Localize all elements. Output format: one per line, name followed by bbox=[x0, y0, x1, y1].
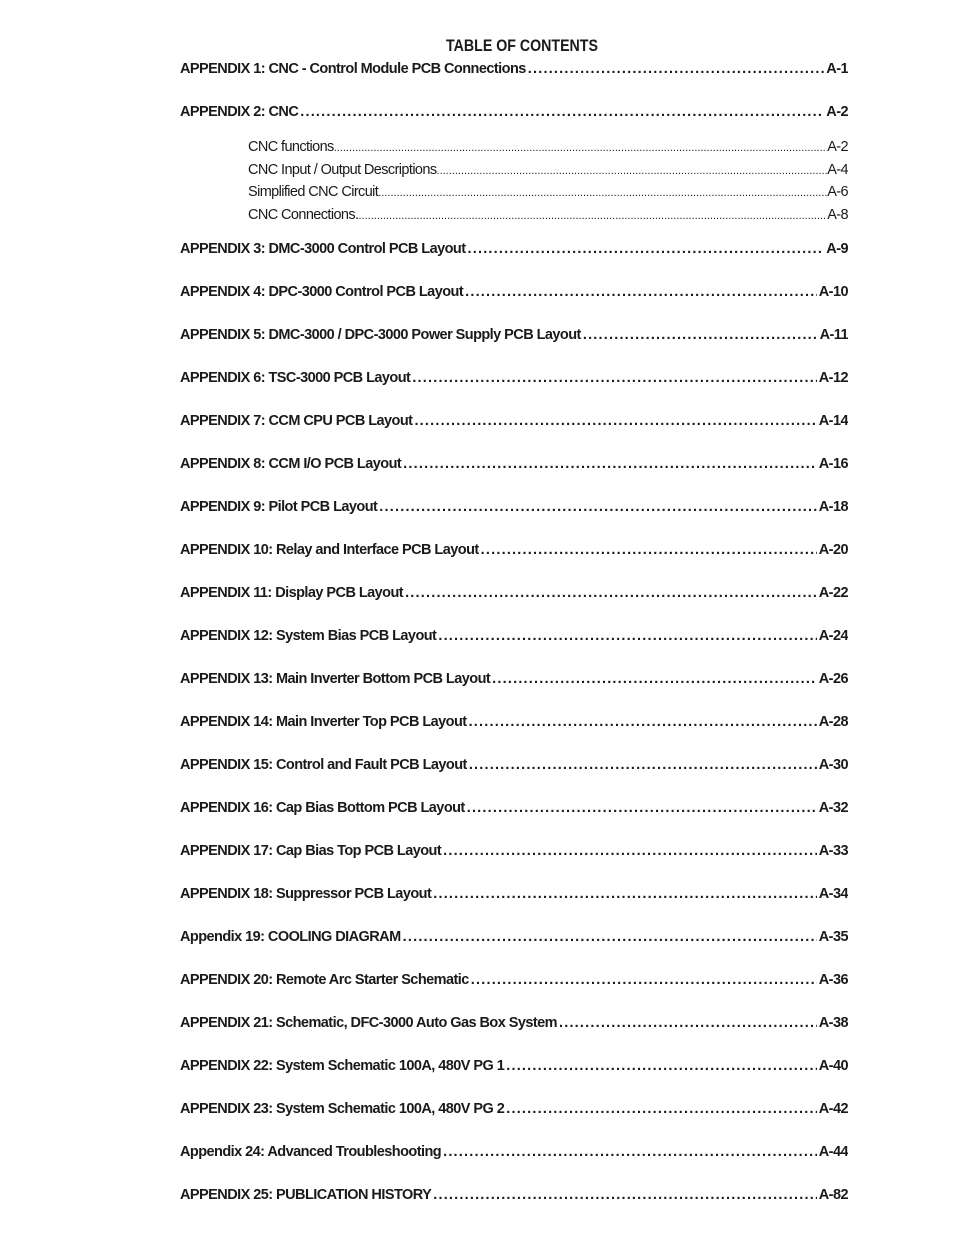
leader-dots bbox=[443, 1141, 817, 1163]
toc-entry-label: APPENDIX 14: Main Inverter Top PCB Layout bbox=[180, 713, 467, 730]
toc-entry-appendix-24[interactable] bbox=[180, 1141, 848, 1163]
leader-dots bbox=[414, 410, 816, 432]
toc-entry-appendix-23[interactable] bbox=[180, 1098, 848, 1120]
toc-subentry-label: CNC Input / Output Descriptions bbox=[248, 161, 437, 178]
toc-entry-label: APPENDIX 18: Suppressor PCB Layout bbox=[180, 885, 432, 902]
leader-dots bbox=[465, 281, 817, 303]
toc-subentry-label: CNC Connections. bbox=[248, 207, 359, 224]
toc-entry-label: APPENDIX 3: DMC-3000 Control PCB Layout bbox=[180, 240, 466, 257]
leader-dots bbox=[469, 711, 817, 733]
toc-entry-appendix-20[interactable] bbox=[180, 969, 848, 991]
leader-dots bbox=[405, 582, 817, 604]
toc-entry-page: A-82 bbox=[818, 1186, 848, 1203]
toc-entry-label: APPENDIX 22: System Schematic 100A, 480V PG 1 bbox=[180, 1057, 505, 1074]
toc-entry-label: APPENDIX 12: System Bias PCB Layout bbox=[180, 627, 437, 644]
toc-subentry-cnc-functions[interactable] bbox=[180, 136, 848, 159]
leader-dots bbox=[412, 367, 816, 389]
toc-entry-appendix-14[interactable] bbox=[180, 711, 848, 733]
toc-subentry-cnc-connections[interactable] bbox=[180, 204, 848, 227]
leader-dots bbox=[403, 926, 817, 948]
leader-dots bbox=[433, 1184, 817, 1206]
toc-entry-label: APPENDIX 6: TSC-3000 PCB Layout bbox=[180, 369, 411, 386]
leader-dots bbox=[433, 883, 817, 905]
toc-entry-label: APPENDIX 2: CNC bbox=[180, 104, 299, 120]
toc-entry-page: A-36 bbox=[818, 971, 848, 988]
leader-dots bbox=[403, 453, 817, 475]
leader-dots bbox=[528, 58, 825, 80]
leader-dots bbox=[506, 1055, 817, 1077]
toc-entry-label: APPENDIX 8: CCM I/O PCB Layout bbox=[180, 455, 402, 472]
toc-entry-appendix-18[interactable] bbox=[180, 883, 848, 905]
toc-entry-label: APPENDIX 1: CNC - Control Module PCB Connections bbox=[180, 61, 526, 77]
toc-entry-appendix-21[interactable] bbox=[180, 1012, 848, 1034]
toc-entry-label: APPENDIX 21: Schematic, DFC-3000 Auto Gas Box System bbox=[180, 1014, 557, 1031]
toc-entry-appendix-9[interactable] bbox=[180, 496, 848, 518]
toc-entry-appendix-3[interactable] bbox=[180, 238, 848, 260]
toc-entry-page: A-32 bbox=[818, 799, 848, 816]
toc-entry-appendix-22[interactable] bbox=[180, 1055, 848, 1077]
toc-entry-page: A-42 bbox=[818, 1100, 848, 1117]
leader-dots bbox=[471, 969, 817, 991]
leader-dots bbox=[559, 1012, 817, 1034]
leader-dots bbox=[437, 160, 828, 182]
toc-entry-appendix-15[interactable] bbox=[180, 754, 848, 776]
leader-dots bbox=[379, 496, 816, 518]
toc-entry-appendix-16[interactable] bbox=[180, 797, 848, 819]
toc-entry-page: A-40 bbox=[818, 1057, 848, 1074]
toc-subentry-simplified-cnc[interactable] bbox=[180, 181, 848, 204]
toc-entry-page: A-24 bbox=[818, 627, 848, 644]
leader-dots bbox=[506, 1098, 817, 1120]
toc-entry-page: A-9 bbox=[826, 240, 848, 257]
toc-entry-page: A-1 bbox=[826, 61, 848, 77]
leader-dots bbox=[358, 205, 827, 227]
leader-dots bbox=[443, 840, 817, 862]
toc-entry-label: Appendix 24: Advanced Troubleshooting bbox=[180, 1143, 442, 1160]
toc-subentry-page: A-4 bbox=[827, 161, 848, 178]
leader-dots bbox=[481, 539, 817, 561]
toc-entry-page: A-22 bbox=[818, 584, 848, 601]
toc-entry-label: APPENDIX 17: Cap Bias Top PCB Layout bbox=[180, 842, 442, 859]
toc-subentry-page: A-8 bbox=[827, 207, 848, 224]
toc-title: TABLE OF CONTENTS bbox=[446, 37, 598, 55]
toc-entry-page: A-10 bbox=[818, 283, 848, 300]
leader-dots bbox=[467, 797, 817, 819]
toc-subentry-label: Simplified CNC Circuit bbox=[248, 184, 379, 201]
toc-entry-label: APPENDIX 5: DMC-3000 / DPC-3000 Power Supply PCB Layout bbox=[180, 326, 581, 343]
toc-entry-appendix-2[interactable] bbox=[180, 101, 848, 123]
toc-entry-label: APPENDIX 20: Remote Arc Starter Schematic bbox=[180, 971, 469, 988]
toc-entry-label: APPENDIX 7: CCM CPU PCB Layout bbox=[180, 412, 413, 429]
toc-entry-label: APPENDIX 10: Relay and Interface PCB Layout bbox=[180, 541, 479, 558]
toc-entry-appendix-7[interactable] bbox=[180, 410, 848, 432]
leader-dots bbox=[492, 668, 817, 690]
leader-dots bbox=[468, 238, 825, 260]
toc-entry-page: A-33 bbox=[818, 842, 848, 859]
toc-entry-label: APPENDIX 11: Display PCB Layout bbox=[180, 584, 404, 601]
leader-dots bbox=[378, 182, 827, 204]
toc-entry-page: A-35 bbox=[818, 928, 848, 945]
toc-subentry-label: CNC functions bbox=[248, 139, 334, 155]
toc-entry-appendix-25[interactable] bbox=[180, 1184, 848, 1206]
toc-entry-page: A-30 bbox=[818, 756, 848, 773]
toc-entry-page: A-11 bbox=[819, 326, 848, 343]
leader-dots bbox=[583, 324, 818, 346]
toc-entry-page: A-20 bbox=[818, 541, 848, 558]
toc-subentry-page: A-2 bbox=[827, 139, 848, 155]
toc-entry-page: A-34 bbox=[818, 885, 848, 902]
toc-entry-appendix-11[interactable] bbox=[180, 582, 848, 604]
toc-entry-appendix-13[interactable] bbox=[180, 668, 848, 690]
toc-entry-page: A-2 bbox=[826, 104, 848, 120]
toc-page bbox=[180, 34, 848, 1206]
toc-entry-label: APPENDIX 9: Pilot PCB Layout bbox=[180, 498, 378, 515]
toc-entry-page: A-18 bbox=[818, 498, 848, 515]
leader-dots bbox=[334, 137, 828, 159]
toc-entry-page: A-16 bbox=[818, 455, 848, 472]
toc-entry-appendix-10[interactable] bbox=[180, 539, 848, 561]
toc-entry-appendix-17[interactable] bbox=[180, 840, 848, 862]
toc-subentry-page: A-6 bbox=[827, 184, 848, 201]
toc-entry-label: APPENDIX 23: System Schematic 100A, 480V PG 2 bbox=[180, 1100, 505, 1117]
toc-entry-label: APPENDIX 16: Cap Bias Bottom PCB Layout bbox=[180, 799, 465, 816]
toc-entry-page: A-14 bbox=[818, 412, 848, 429]
leader-dots bbox=[438, 625, 816, 647]
toc-entry-page: A-12 bbox=[818, 369, 848, 386]
toc-entry-appendix-4[interactable] bbox=[180, 281, 848, 303]
toc-entry-label: APPENDIX 25: PUBLICATION HISTORY bbox=[180, 1186, 432, 1203]
toc-entry-label: Appendix 19: COOLING DIAGRAM bbox=[180, 928, 401, 945]
toc-entry-appendix-12[interactable] bbox=[180, 625, 848, 647]
toc-entry-label: APPENDIX 4: DPC-3000 Control PCB Layout bbox=[180, 283, 464, 300]
toc-subentry-cnc-io[interactable] bbox=[180, 159, 848, 182]
leader-dots bbox=[300, 101, 824, 123]
toc-entry-appendix-19[interactable] bbox=[180, 926, 848, 948]
toc-entry-page: A-28 bbox=[818, 713, 848, 730]
toc-entry-page: A-44 bbox=[818, 1143, 848, 1160]
toc-entry-appendix-6[interactable] bbox=[180, 367, 848, 389]
leader-dots bbox=[469, 754, 817, 776]
toc-entry-appendix-1[interactable] bbox=[180, 58, 848, 80]
toc-entry-appendix-5[interactable] bbox=[180, 324, 848, 346]
toc-entry-page: A-38 bbox=[818, 1014, 848, 1031]
toc-entry-appendix-8[interactable] bbox=[180, 453, 848, 475]
toc-entry-label: APPENDIX 15: Control and Fault PCB Layout bbox=[180, 756, 467, 773]
toc-entry-label: APPENDIX 13: Main Inverter Bottom PCB Layout bbox=[180, 670, 491, 687]
toc-entry-page: A-26 bbox=[818, 670, 848, 687]
